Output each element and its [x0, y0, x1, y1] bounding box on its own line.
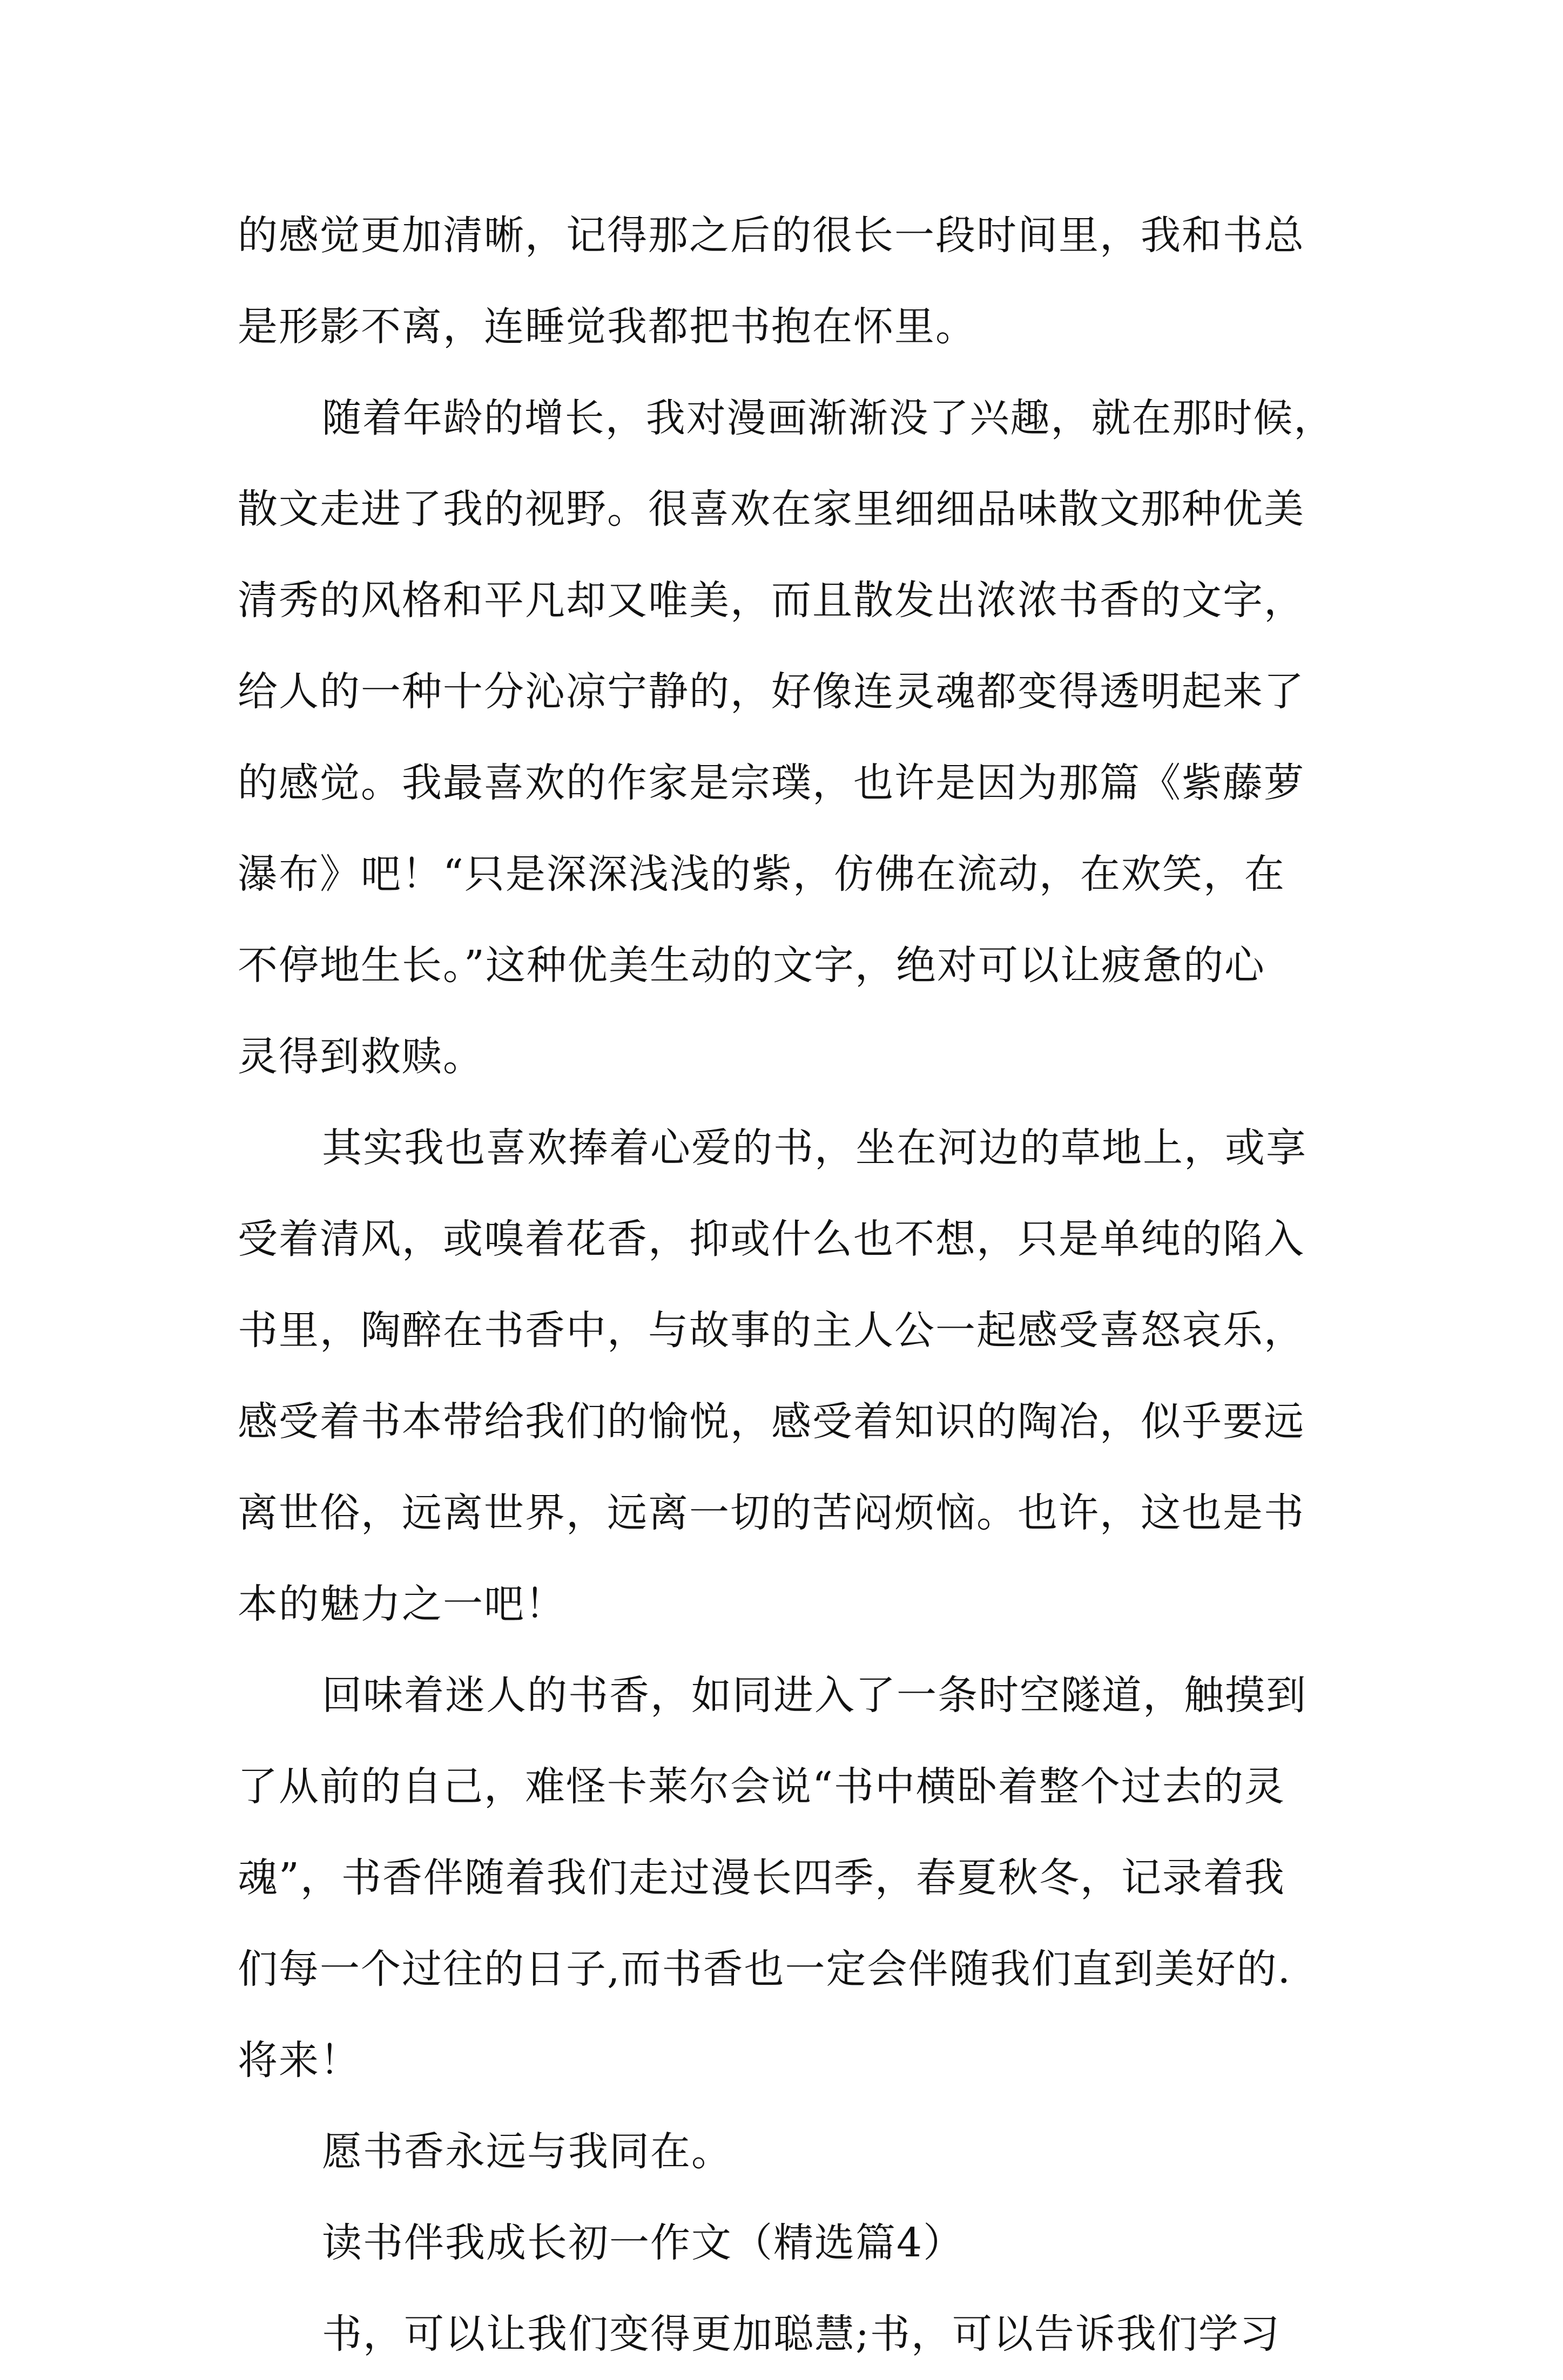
text-line: 随着年龄的增长，我对漫画渐渐没了兴趣，就在那时候， [322, 395, 1335, 441]
text-line: 灵得到救赎。 [238, 1033, 484, 1080]
text-line: 们每一个过往的日子,而书香也一定会伴随我们直到美好的. [238, 1946, 1292, 1992]
text-line: 的感觉。我最喜欢的作家是宗璞，也许是因为那篇《紫藤萝 [238, 760, 1305, 806]
text-line: 愿书香永远与我同在。 [322, 2128, 732, 2175]
text-line: 魂”，书香伴随着我们走过漫长四季，春夏秋冬，记录着我 [238, 1855, 1285, 1901]
text-line: 受着清风，或嗅着花香，抑或什么也不想，只是单纯的陷入 [238, 1216, 1305, 1262]
text-line: 清秀的风格和平凡却又唯美，而且散发出浓浓书香的文字， [238, 577, 1305, 624]
text-line: 给人的一种十分沁凉宁静的，好像连灵魂都变得透明起来了 [238, 668, 1305, 715]
text-line: 的感觉更加清晰，记得那之后的很长一段时间里，我和书总 [238, 212, 1305, 259]
text-line: 回味着迷人的书香，如同进入了一条时空隧道，触摸到 [322, 1672, 1307, 1719]
text-line: 不停地生长。”这种优美生动的文字，绝对可以让疲惫的心 [238, 942, 1265, 989]
text-line: 瀑布》吧！“只是深深浅浅的紫，仿佛在流动，在欢笑，在 [238, 851, 1285, 897]
text-line: 本的魅力之一吧！ [238, 1581, 566, 1627]
text-line: 感受着书本带给我们的愉悦，感受着知识的陶冶，似乎要远 [238, 1398, 1305, 1445]
text-line: 书里，陶醉在书香中，与故事的主人公一起感受喜怒哀乐， [238, 1307, 1305, 1354]
text-line: 书，可以让我们变得更加聪慧;书，可以告诉我们学习 [322, 2311, 1281, 2357]
text-line: 将来！ [238, 2037, 361, 2084]
body-text [238, 190, 1334, 2380]
text-line: 是形影不离，连睡觉我都把书抱在怀里。 [238, 303, 976, 350]
text-line: 散文走进了我的视野。很喜欢在家里细细品味散文那种优美 [238, 486, 1305, 532]
text-line: 其实我也喜欢捧着心爱的书，坐在河边的草地上，或享 [322, 1125, 1307, 1171]
text-line: 离世俗，远离世界，远离一切的苦闷烦恼。也许，这也是书 [238, 1490, 1305, 1536]
text-line: 了从前的自己，难怪卡莱尔会说“书中横卧着整个过去的灵 [238, 1763, 1285, 1810]
text-line: 读书伴我成长初一作文（精选篇4） [322, 2220, 965, 2266]
